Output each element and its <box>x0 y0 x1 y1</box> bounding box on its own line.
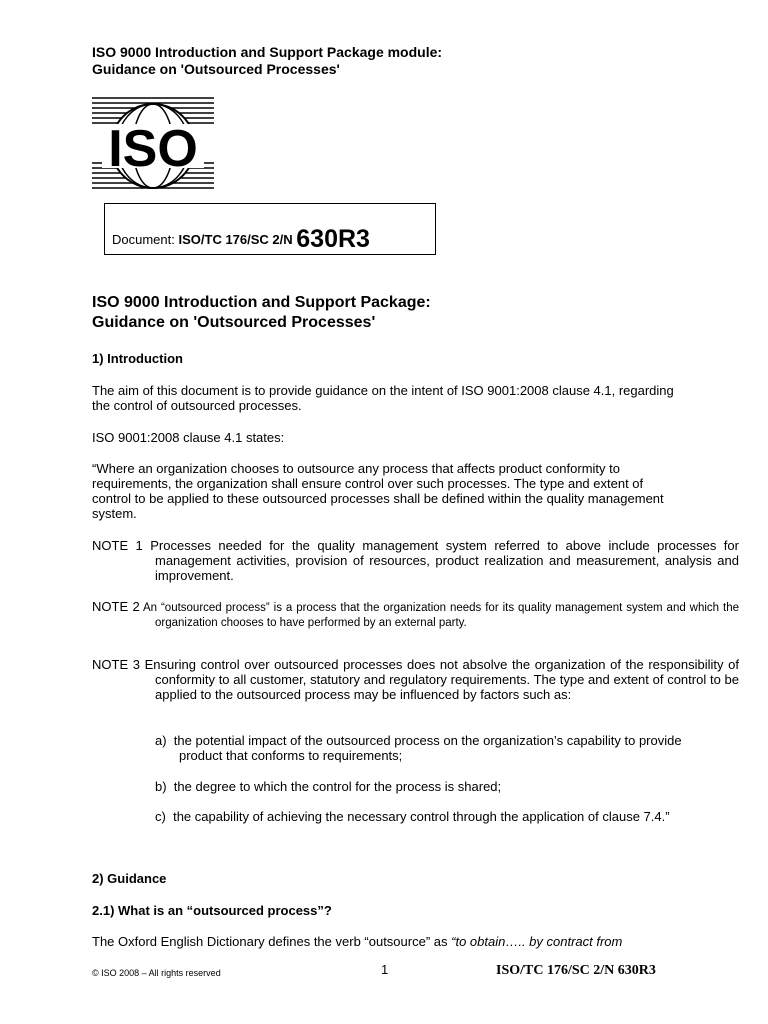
footer-page-number: 1 <box>381 962 389 977</box>
note-3-text: Ensuring control over outsourced processes does not absolve the organization of the responsibility of conformity to all customer, statutory and regulatory requirements. The type and extent of control to be applied to the outsourced process may be influenced by factors such as: <box>144 657 739 702</box>
document-reference <box>112 222 370 251</box>
list-item-text: the degree to which the control for the process is shared; <box>173 779 502 794</box>
document-number: 630R3 <box>296 225 370 253</box>
title-line-2: Guidance on 'Outsourced Processes' <box>92 314 376 331</box>
list-item-marker: b) <box>155 779 167 794</box>
definition-quote: “to obtain….. by contract from <box>451 934 623 949</box>
note-1 <box>92 538 739 583</box>
list-item <box>155 779 689 794</box>
list-item-marker: a) <box>155 733 167 748</box>
document-label: Document: <box>112 232 175 247</box>
iso-globe-logo-icon <box>92 96 214 194</box>
list-item <box>155 733 689 763</box>
page-title <box>92 293 431 333</box>
section-2-heading: 2) Guidance <box>92 871 167 886</box>
section-1-heading: 1) Introduction <box>92 351 183 366</box>
header-line-2: Guidance on 'Outsourced Processes' <box>92 61 340 77</box>
list-item-marker: c) <box>155 809 166 824</box>
note-2-text: An “outsourced process” is a process that the organization needs for its quality management system and which the organization chooses to have performed by an external party. <box>142 602 739 629</box>
note-1-label: NOTE 1 <box>92 538 143 553</box>
note-1-text: Processes needed for the quality management system referred to above include processes for management activities, provision of resources, product realization and measurement, analysis and improvement. <box>150 538 739 583</box>
note-3 <box>92 657 739 702</box>
clause-quote: “Where an organization chooses to outsource any process that affects product conformity to requirements, the organization shall ensure control over such processes. The type and extent of control to be applied to these outsourced processes shall be defined within the quality management system. <box>92 461 664 521</box>
section-2-1-heading: 2.1) What is an “outsourced process”? <box>92 903 332 918</box>
list-item-text: the potential impact of the outsourced process on the organization’s capability to provide product that conforms to requirements; <box>173 733 682 763</box>
footer-document-ref: ISO/TC 176/SC 2/N 630R3 <box>496 963 656 978</box>
definition-text: The Oxford English Dictionary defines the verb “outsource” as <box>92 934 452 949</box>
svg-text:ISO: ISO <box>108 120 198 178</box>
header-line-1: ISO 9000 Introduction and Support Package module: <box>92 44 443 60</box>
document-code: ISO/TC 176/SC 2/N <box>178 232 293 247</box>
intro-paragraph: The aim of this document is to provide guidance on the intent of ISO 9001:2008 clause 4.1, regarding the control of outsourced processes. <box>92 383 674 413</box>
clause-statement: ISO 9001:2008 clause 4.1 states: <box>92 430 285 445</box>
note-2 <box>92 599 739 631</box>
page-header <box>92 44 442 78</box>
note-2-label: NOTE 2 <box>92 599 140 614</box>
title-line-1: ISO 9000 Introduction and Support Package: <box>92 294 431 311</box>
definition-paragraph <box>92 934 676 949</box>
list-item-text: the capability of achieving the necessary control through the application of clause 7.4.” <box>173 809 670 824</box>
note-3-label: NOTE 3 <box>92 657 140 672</box>
footer-copyright: © ISO 2008 – All rights reserved <box>92 968 221 978</box>
list-item <box>155 809 689 824</box>
